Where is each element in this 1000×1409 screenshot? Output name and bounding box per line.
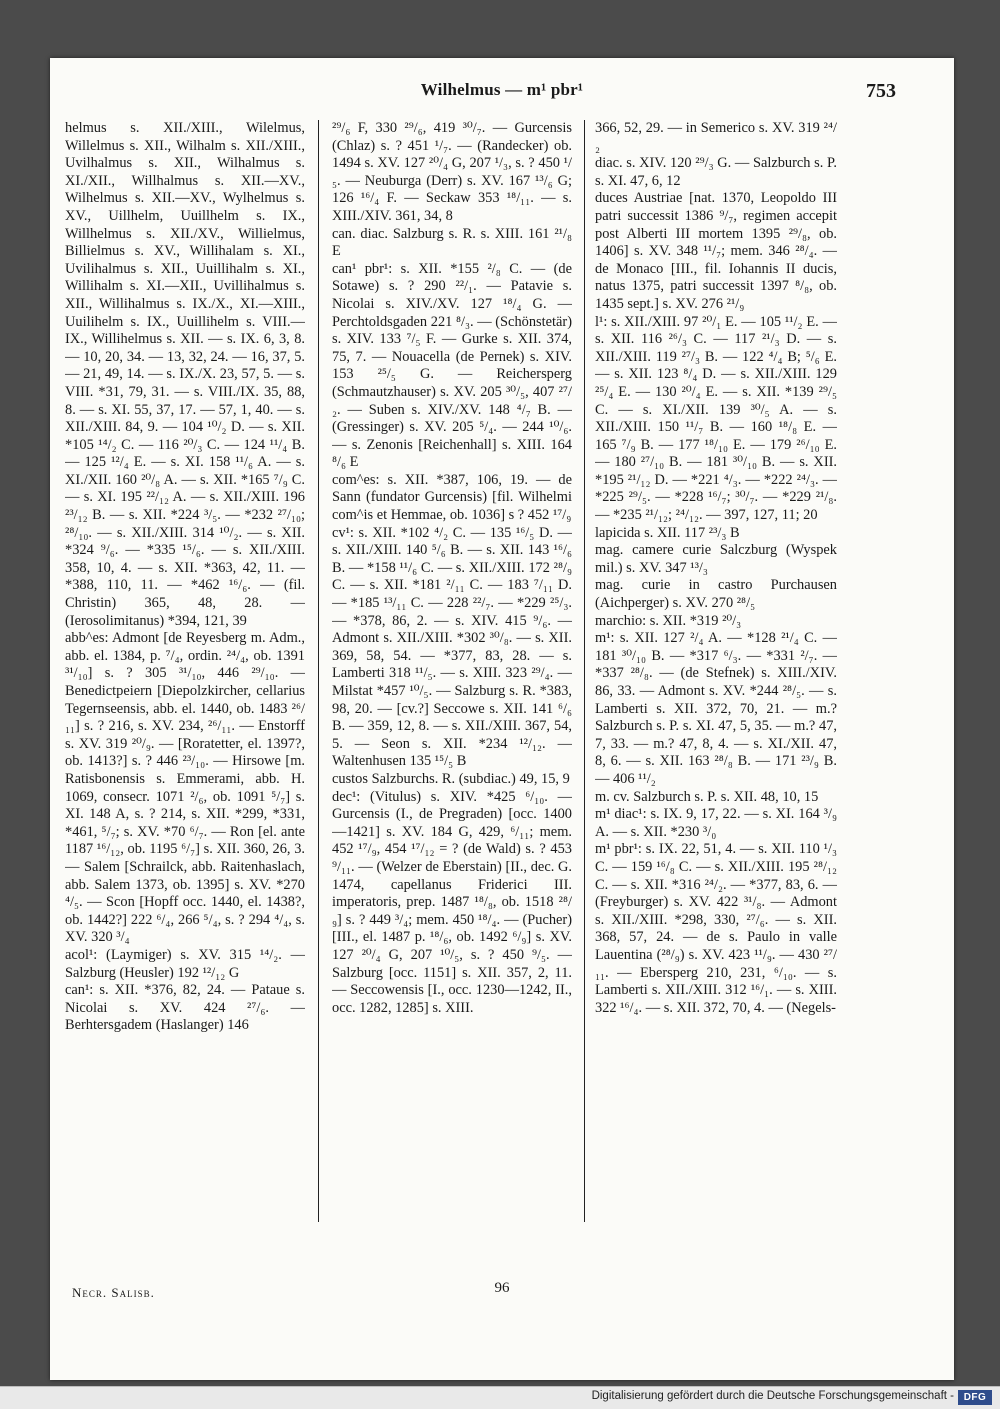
- credit-bar: [0, 1386, 1000, 1409]
- document-page: [50, 58, 954, 1380]
- column-3-paragraph: m¹ diac¹: s. IX. 9, 17, 22. — s. XI. 164 ³/₉ A. — s. XII. *230 ³/₀: [595, 806, 837, 840]
- credit-text: Digitalisierung gefördert durch die Deutsche Forschungsgemeinschaft -: [591, 1390, 954, 1402]
- column-3-paragraph: diac. s. XIV. 120 ²⁹/₃ G. — Salzburch s. P. s. XI. 47, 6, 12: [595, 155, 837, 189]
- running-head: Wilhelmus — m¹ pbr¹: [420, 80, 584, 99]
- column-1-paragraph: can¹: s. XII. *376, 82, 24. — Pataue s. Nicolai s. XV. 424 ²⁷/₆. — Berhtersgadem (Haslanger) 146: [65, 982, 305, 1034]
- column-divider: [318, 120, 319, 1222]
- column-3-paragraph: lapicida s. XII. 117 ²³/₃ B: [595, 524, 740, 541]
- column-3-paragraph: 366, 52, 29. — in Semerico s. XV. 319 ²⁴/₂: [595, 120, 837, 154]
- column-2-paragraph: can. diac. Salzburg s. R. s. XIII. 161 ²¹/₈ E: [332, 225, 572, 260]
- column-3-paragraph: m¹ pbr¹: s. IX. 22, 51, 4. — s. XII. 110 ¹/₃ C. — 159 ¹⁶/₈ C. — s. XII./XIII. 195 ²⁸/₁₂ C. — s. XII. *316 ²⁴/₂. — *377, 83, 6. — (Freyburger) s. XV. 422 ³¹/₈. — Admont s. XII./XIII. *298, 330, ²⁷/₆. — s. XII. 368, 57, 24. — de s. Paulo in valle Lauentina (²⁸/₉) s. XV. 423 ¹¹/₉. — 430 ²⁷/₁₁. — Ebersperg 210, 231, ⁶/₁₀. — s. Lamberti s. XII./XIII. 312 ¹⁶/₁. — s. XIII. 322 ¹⁶/₄. — s. XII. 372, 70, 4. — (Negels-: [595, 841, 837, 1016]
- text-column-1: [65, 120, 305, 1260]
- column-3-paragraph: marchio: s. XII. *319 ²⁰/₃: [595, 612, 742, 629]
- column-3-paragraph: duces Austriae [nat. 1370, Leopoldo III patri successit 1386 ⁹/₇, regimen accepit post Alberti III mortem 1395 ²⁹/₈, ob. 1406] s. XV. 348 ¹¹/₇; mem. 346 ²⁸/₄. — de Monaco [III., fil. Iohannis II ducis, natus 1375, patri successit 1397 ⁸/₈, ob. 1435 sept.] s. XV. 276 ²¹/₉: [595, 190, 837, 312]
- column-1-paragraph: acol¹: (Laymiger) s. XV. 315 ¹⁴/₂. — Salzburg (Heusler) 192 ¹²/₁₂ G: [65, 946, 305, 981]
- column-2-paragraph: custos Salzburchs. R. (subdiac.) 49, 15, 9: [332, 770, 570, 787]
- column-2-paragraph: can¹ pbr¹: s. XII. *155 ²/₈ C. — (de Sotawe) s. ? 290 ²²/₁. — Patavie s. Nicolai s. XIV./XV. 127 ¹⁸/₄ G. — Perchtoldsgaden 221 ⁸/₃. — (Schönstetär) s. XIV. 133 ⁷/₅ F. — Gurke s. XII. 374, 75, 7. — Nouacella (de Pernek) s. XIV. 153 ²⁵/₅ G. — Reichersperg (Schmautzhauser) s. XV. 205 ³⁰/₅, 407 ²⁷/₂. — Suben s. XIV./XV. 148 ⁴/₇ B. — (Gressinger) s. XV. 205 ⁵/₄. — 244 ¹⁰/₆. — s. Zenonis [Reichenhall] s. XIII. 164 ⁸/₆ E: [332, 260, 572, 471]
- page-number: 753: [866, 80, 896, 102]
- column-3-paragraph: l¹: s. XII./XIII. 97 ²⁰/₁ E. — 105 ¹¹/₂ E. — s. XII. 116 ²⁶/₃ C. — 117 ²¹/₃ D. — s. XII./XIII. 119 ²⁷/₃ B. — 122 ⁴/₄ B; ⁵/₆ E. — s. XII. 123 ⁸/₄ D. — s. XII./XIII. 129 ²⁵/₄ E. — 130 ²⁰/₄ E. — s. XII. *139 ²⁹/₅ C. — s. XI./XII. 139 ³⁰/₅ A. — s. XII./XIII. 150 ¹¹/₇ B. — 160 ¹⁸/₈ E. — 165 ⁷/₉ B. — 177 ¹⁸/₁₀ E. — 179 ²⁶/₁₀ E. — 180 ²⁷/₁₀ B. — 181 ³⁰/₁₀ B. — s. XII. *195 ²¹/₁₂ D. — *221 ⁴/₃. — *222 ²⁴/₃. — *225 ²⁹/₅. — *228 ¹⁶/₇; ³⁰/₇. — *229 ²¹/₈. — *235 ²¹/₁₂; ²⁴/₁₂. — 397, 127, 11; 20: [595, 313, 837, 524]
- column-2-paragraph: ²⁹/₆ F, 330 ²⁹/₆, 419 ³⁰/₇. — Gurcensis (Chlaz) s. ? 451 ¹/₇. — (Randecker) ob. 1494 s. XV. 127 ²⁰/₄ G, 207 ¹/₃, s. ? 450 ¹/₅. — Neuburga (Derr) s. XV. 167 ¹³/₆ G; 126 ¹⁶/₄ F. — Seckaw 353 ¹⁸/₁₁. — s. XIII./XIV. 361, 34, 8: [332, 120, 572, 224]
- column-2-paragraph: com^es: s. XII. *387, 106, 19. — de Sann (fundator Gurcensis) [fil. Wilhelmi com^is et Hemmae, ob. 1036] s ? 452 ¹⁷/₉: [332, 471, 572, 524]
- page-header: [50, 80, 954, 110]
- column-2-paragraph: cv¹: s. XII. *102 ⁴/₂ C. — 135 ¹⁶/₅ D. — s. XII./XIII. 140 ⁵/₆ B. — s. XII. 143 ¹⁶/₆ B. — *158 ¹¹/₆ C. — s. XII./XIII. 172 ²⁸/₉ C. — s. XII. *181 ²/₁₁ C. — 183 ⁷/₁₁ D. — *185 ¹³/₁₁ C. — 228 ²²/₇. — *229 ²⁵/₃. — *378, 86, 2. — s. XIV. 415 ⁹/₆. — Admont s. XII./XIII. *302 ³⁰/₈. — s. XII. 369, 58, 54. — *377, 83, 28. — s. Lamberti 318 ¹¹/₅. — s. XIII. 323 ²⁹/₄. — Milstat *457 ¹⁰/₅. — Salzburg s. R. *383, 98, 20. — [cv.?] Seccowe s. XII. 141 ⁶/₆ B. — 359, 12, 8. — s. XII./XIII. 367, 54, 5. — Seon s. XII. *234 ¹²/₁₂. — Waltenhusen 135 ¹⁵/₅ B: [332, 524, 572, 770]
- column-2-paragraph: dec¹: (Vitulus) s. XIV. *425 ⁶/₁₀. — Gurcensis (I., de Pregraden) [occ. 1400—1421] s. XV. 184 G, 429, ⁶/₁₁; mem. 452 ¹⁷/₉, 454 ¹⁷/₁₂ = ? (de Wald) s. ? 453 ⁹/₁₁. — (Welzer de Eberstain) [II., dec. G. 1474, capellanus Friderici III. imperatoris, prep. 1487 ¹⁸/₈, ob. 1518 ²⁸/₉] s. ? 449 ³/₄; mem. 450 ¹⁸/₄. — (Pucher) [III., el. 1487 p. ¹⁸/₆, ob. 1492 ⁶/₉] s. XV. 127 ²⁰/₄ G, 207 ¹⁰/₅, s. ? 450 ⁹/₅. — Salzburg [occ. 1151] s. XII. 357, 2, 11. — Seccowensis [I., occ. 1230—1242, II., occ. 1282, 1285] s. XIII.: [332, 788, 572, 1016]
- column-1-paragraph: helmus s. XII./XIII., Wilelmus, Willelmus s. XII., Wilhalm s. XII./XIII., Uvilhalmus s. XII., Wilhalmus s. XI./XII., Willhalmus s. XII.—XV., Wilhelmus s. XII.—XV., Wylhelmus s. XV., Uillhelm, Uuillhelm s. IX., Willhelmus s. XII./XV., Willielmus, Billielmus s. XV., Willihalam s. XI., Uvilihalmus s. XII., Uuillihalm s. XI., Willihalm s. XI.—XII., Uvillihalmus s. XII., Willihalmus s. IX./X., XI.—XIII., Uuilihelm s. IX., Uuillihelm s. VIII.—IX., Willihelmus s. XII. — s. IX. 6, 3, 8. — 10, 20, 34. — 13, 32, 24. — 16, 37, 5. — 21, 49, 14. — s. IX./X. 23, 57, 5. — s. VIII. *31, 79, 31. — s. VIII./IX. 35, 88, 8. — s. XI. 55, 37, 17. — 57, 1, 40. — s. XII./XIII. 84, 9. — 104 ¹⁰/₂ D. — s. XII. *105 ¹⁴/₂ C. — 116 ²⁰/₃ C. — 124 ¹¹/₄ B. — 125 ¹²/₄ E. — s. XI. 158 ¹¹/₆ A. — s. XI./XII. 160 ²⁰/₈ A. — s. XII. *165 ⁷/₉ C. — s. XI. 195 ²²/₁₂ A. — s. XII./XIII. 196 ²³/₁₂ B. — s. XII. *224 ³/₅. — *232 ²⁷/₁₀; ²⁸/₁₀. — s. XII./XIII. 314 ¹⁰/₂. — s. XII. *324 ⁹/₆. — *335 ¹⁵/₆. — s. XII./XIII. 358, 10, 4. — s. XII. *363, 42, 11. — *388, 110, 11. — *462 ¹⁶/₆. — (fil. Christin) 365, 48, 28. — (Ierosolimitanus) *394, 121, 39: [65, 120, 305, 629]
- text-column-3: [595, 120, 837, 1260]
- text-column-2: [332, 120, 572, 1260]
- footer-source-label: Necr. Salisb.: [72, 1285, 155, 1300]
- footer-sheet-number: 96: [494, 1280, 510, 1296]
- column-3-paragraph: mag. camere curie Salczburg (Wyspek mil.) s. XV. 347 ¹³/₃: [595, 542, 837, 576]
- column-3-paragraph: m¹: s. XII. 127 ²/₄ A. — *128 ²¹/₄ C. — 181 ³⁰/₁₀ B. — *317 ⁶/₃. — *331 ²/₇. — *337 ²⁸/₈. — (de Stefnek) s. XIII./XIV. 86, 33. — Admont s. XV. *244 ²⁸/₅. — s. Lamberti s. XII. 372, 70, 21. — m.? Salzburch s. P. s. XI. 47, 5, 35. — m.? 47, 7, 33. — m.? 47, 8, 4. — s. XI./XII. 47, 8, 6. — s. XII. 163 ²⁸/₈ B. — 171 ²³/₉ B. — 406 ¹¹/₂: [595, 630, 837, 787]
- column-divider: [584, 120, 585, 1222]
- column-3-paragraph: mag. curie in castro Purchausen (Aichperger) s. XV. 270 ²⁸/₅: [595, 577, 837, 612]
- column-3-paragraph: m. cv. Salzburch s. P. s. XII. 48, 10, 15: [595, 788, 819, 805]
- column-1-paragraph: abb^es: Admont [de Reyesberg m. Adm., abb. el. 1384, p. ⁷/₄, ordin. ²⁴/₄, ob. 1391 ³¹/₁₀] s. ? 305 ³¹/₁₀, 446 ²⁹/₁₀. — Benedictpeiern [Diepolzkircher, cellarius Tegernseensis, abb. el. 1440, ob. 1483 ²⁶/₁₁] s. ? 216, s. XV. 234, ²⁶/₁₁. — Enstorff s. XV. 319 ²⁰/₉. — [Roratetter, el. 1397?, ob. 1413?] s. ? 446 ²³/₁₀. — Hirsowe [m. Ratisbonensis s. Emmerami, abb. H. 1069, consecr. 1071 ²/₆, ob. 1091 ⁵/₇] s. XI. 148 A, s. ? 214, s. XII. *299, *331, *461, ⁵/₇; s. XV. *70 ⁶/₇. — Ron [el. ante 1187 ¹⁶/₁₂, ob. 1195 ⁶/₇] s. XII. 360, 26, 3. — Salem [Schrailck, abb. Raitenhaslach, abb. Salem 1373, ob. 1395] s. XV. *270 ⁴/₅. — Scon [Hopff occ. 1440, el. 1438?, ob. 1442?] 222 ⁶/₄, 266 ⁵/₄, s. ? 294 ⁴/₄, s. XV. 320 ³/₄: [65, 630, 305, 946]
- dfg-logo[interactable]: DFG: [958, 1390, 992, 1405]
